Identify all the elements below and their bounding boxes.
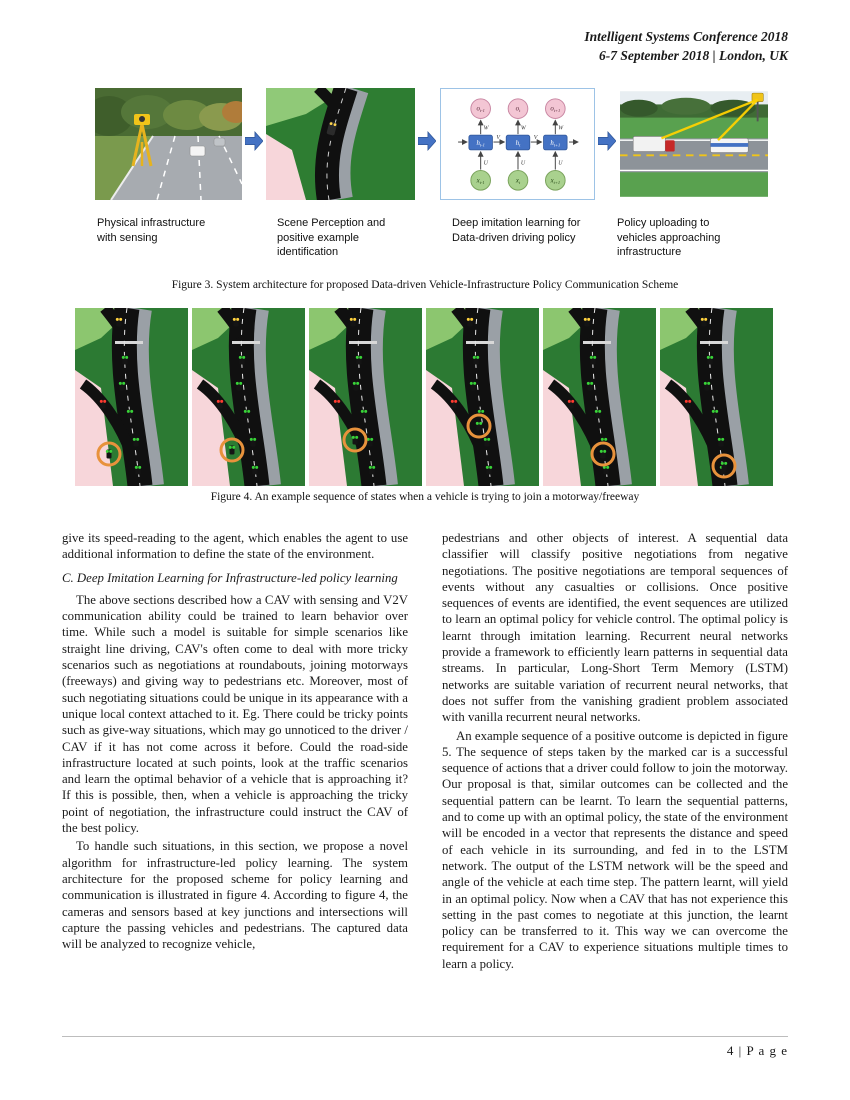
svg-text:ht: $h_t$ [515, 139, 521, 148]
motorway-photo-graphic [95, 88, 242, 200]
scene-perception-graphic [266, 88, 415, 200]
svg-text:U: U [483, 160, 488, 167]
nn-diagram [441, 89, 594, 199]
figure3-subcaption-4: Policy uploading to vehicles approaching infrastructure [617, 217, 721, 259]
svg-text:U: U [520, 160, 526, 167]
svg-text:xt+1: $x_{t+1}$ [550, 177, 561, 185]
svg-text:W: W [558, 125, 564, 132]
page-number: 4 | P a g e [726, 1043, 788, 1058]
figure3-caption: Figure 3. System architecture for proposed Data-driven Vehicle-Infrastructure Policy Communication Scheme [171, 279, 679, 291]
flow-arrow-icon [418, 130, 436, 152]
flow-arrow-icon [598, 130, 616, 152]
figure4-panel [309, 308, 422, 486]
right-column [442, 530, 788, 974]
svg-text:W: W [520, 125, 526, 132]
svg-text:U: U [558, 160, 563, 167]
figure4-caption: Figure 4. An example sequence of states when a vehicle is trying to join a motorway/freeway [210, 491, 640, 503]
paragraph-left-2: To handle such situations, in this section, we propose a novel algorithm for infrastructure-led policy learning. The system architecture for the proposed scheme for policy learning and communication is illustrated in figure 4. According to figure 4, the cameras and sensors based at key junctions and intersections will capture the passing vehicles and pedestrians. The captured data will be analyzed to recognize vehicle, [62, 839, 408, 952]
figure4-panel [660, 308, 773, 486]
infrastructure-photo [95, 88, 242, 200]
svg-text:ot-1: $o_{t-1}$ [476, 105, 485, 114]
flow-arrow-icon [245, 130, 263, 152]
figure3-subcaption-2: Scene Perception and positive example identification [277, 217, 386, 259]
nn-diagram-box [440, 88, 595, 200]
paragraph-right-1: pedestrians and other objects of interest. A sequential data classifier will classify positive negotiations from negative negotiations. The positive negotiations are temporal sequences of events without any casualties or collisions. Once positive sequences of events are identified, the event sequences are utilized to learn an optimal policy for vehicle control. The optimal policy is learnt through imitation learning. Recurrent neural networks provide a framework to efficiently learn patterns in sequential data streams. In particular, Long-Short Term Memory (LSTM) networks are suitable variation of recurrent neural networks, that does not suffer from the vanishing gradient problem associated with vanilla recurrent neural networks. [442, 531, 788, 725]
footer-divider [62, 1036, 788, 1037]
figure3-subcaption-1: Physical infrastructure with sensing [97, 217, 206, 244]
figure4-panel [192, 308, 305, 486]
paragraph-right-2: An example sequence of a positive outcome is depicted in figure 5. The sequence of steps taken by the marked car is a successful sequence of actions that a driver could follow to join the motorway. Our proposal is that, similar outcomes can be collected and the sequential pattern can be learnt. To learn the sequential patterns, and to come up with an optimal policy, the state of the environment will be encoded in a vector that represents the distance and speed of each vehicle in its surrounding, and fed in to the LSTM network. The output of the LSTM network will be the speed and angle of the vehicle at each time step. The pattern learnt, will yield in an optimal policy. Now when a CAV that has not experience this setting in the past comes to negotiate at this junction, the learnt policy can be transferred to it. This way we can overcome the requirement for a CAV to experience situations multiple times to learn a policy. [442, 728, 789, 971]
policy-upload-svg [620, 88, 768, 200]
conference-header [584, 28, 788, 66]
paragraph-left-1: The above sections described how a CAV with sensing and V2V communication ability could be trained to learn behavior over time. While such a model is suitable for simple scenarios like straight line driving, CAV's often come to deal with more tricky scenarios such as negotiations at roundabouts, joining motorways (freeways) and giving way to pedestrians etc. Moreover, most of such negotiating situations could be unique in its appearance with a unique local context attached to it. Eg. There could be tricky points such as give-way situations, which may go unnoticed to the driver / CAV if it has not come across it before. Could the road-side infrastructure located at such points, look at the traffic scenarios and learn the optimal behavior of a vehicle that is approaching it? If this is possible, then, when a vehicle is approaching the tricky point of negotiation, the infrastructure could instruct the CAV of the best policy. [62, 592, 408, 836]
figure4-panel [75, 308, 188, 486]
svg-text:V: V [496, 135, 500, 142]
left-column [62, 530, 408, 954]
conference-name: Intelligent Systems Conference 2018 [584, 29, 788, 44]
subsection-heading-c: C. Deep Imitation Learning for Infrastructure-led policy learning [62, 570, 398, 585]
svg-text:ot: $o_t$ [515, 105, 521, 114]
svg-text:ht+1: $h_{t+1}$ [550, 139, 561, 148]
svg-text:ht-1: $h_{t-1}$ [476, 139, 485, 148]
svg-text:V: V [533, 135, 538, 142]
svg-text:ot+1: $o_{t+1}$ [550, 105, 561, 114]
scene-perception-svg [266, 88, 415, 200]
figure4-panel [543, 308, 656, 486]
paragraph-continuation: give its speed-reading to the agent, which enables the agent to use additional information to define the state of the environment. [62, 531, 408, 562]
figure4-panel [426, 308, 539, 486]
svg-text:W: W [483, 125, 489, 132]
policy-upload-render [620, 88, 768, 200]
figure3-subcaption-3: Deep imitation learning for Data-driven driving policy [452, 217, 581, 244]
bus [710, 138, 748, 152]
svg-text:xt-1: $x_{t-1}$ [476, 177, 485, 185]
svg-text:xt: $x_t$ [515, 177, 521, 185]
conference-date-location: 6-7 September 2018 | London, UK [599, 47, 788, 63]
